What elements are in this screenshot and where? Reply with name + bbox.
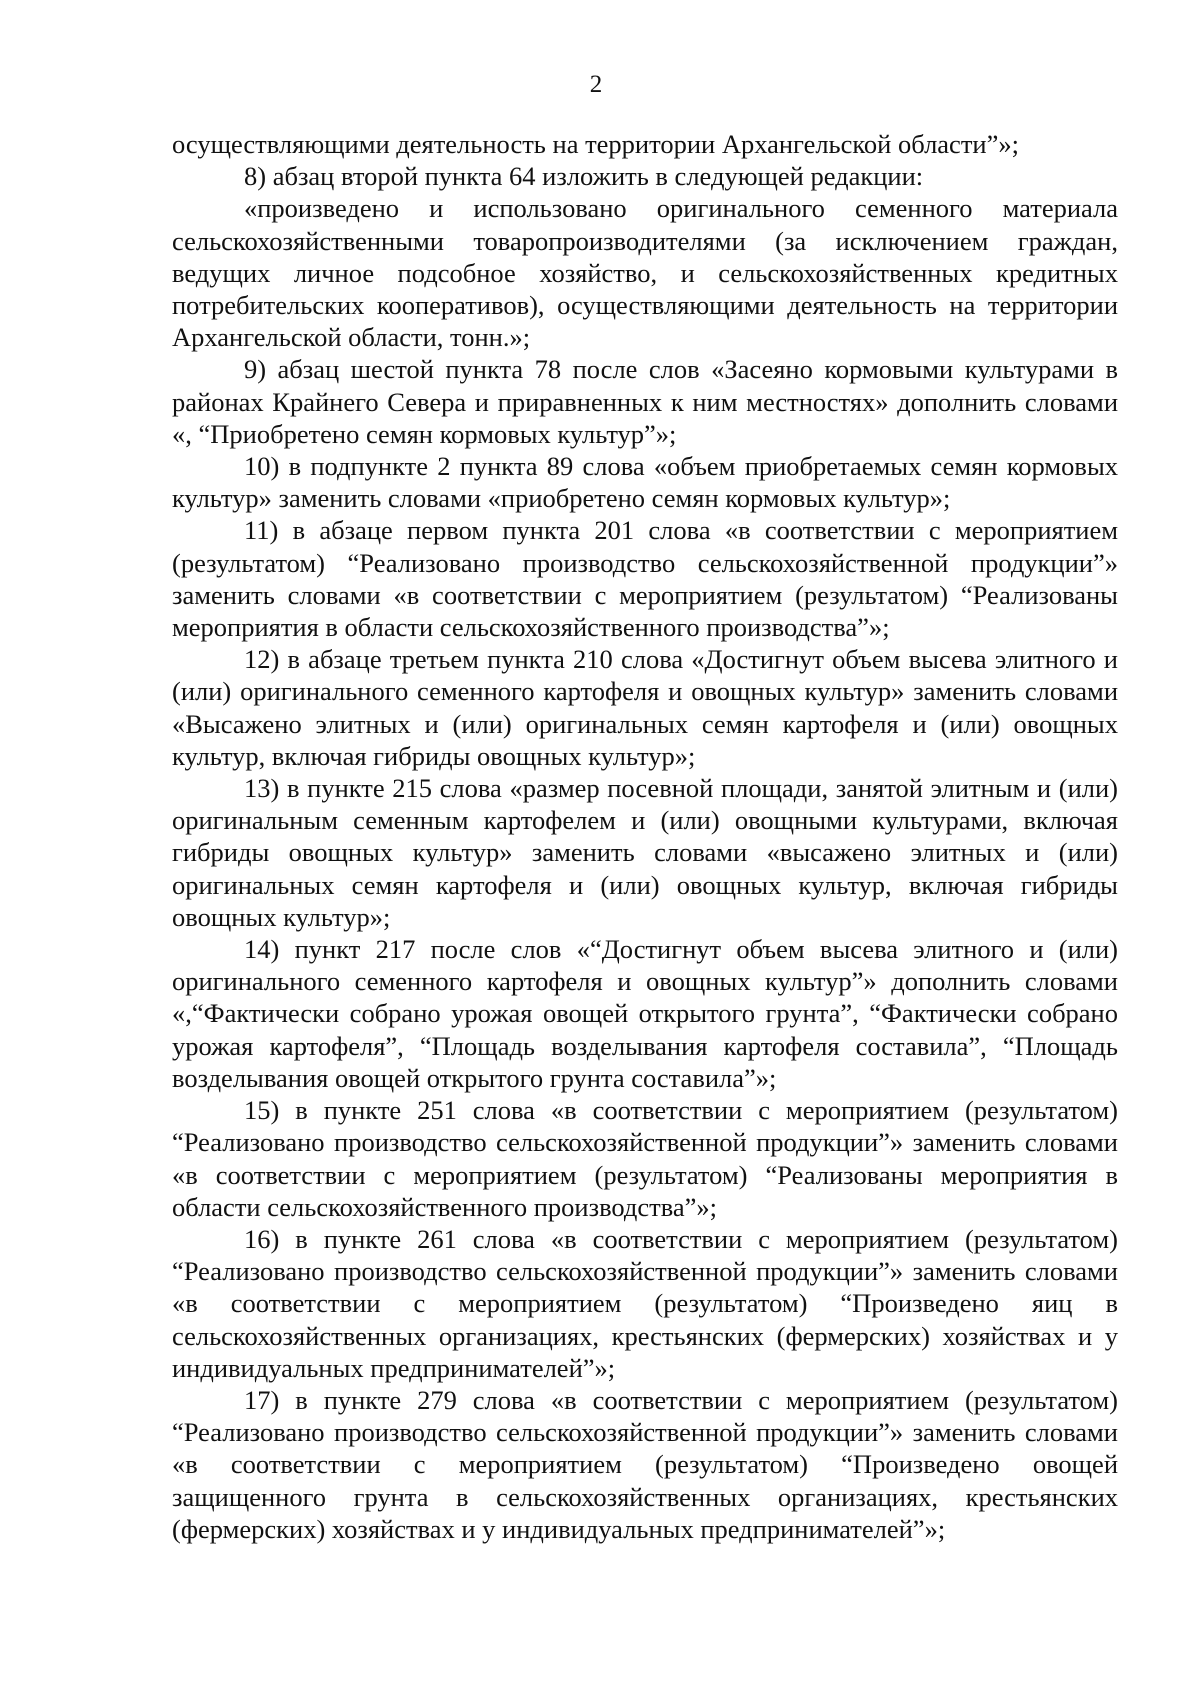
paragraph-quoted-text: «произведено и использовано оригинального семенного материала сельскохозяйственными товаропроизводителями (за исключением граждан, ведущих личное подсобное хозяйство, и сельскохозяйственных кредитных потребительских кооперативов), осуществляющими деятельность на территории Архангельской области, тонн.»; — [172, 193, 1118, 353]
paragraph-item-16: 16) в пункте 261 слова «в соответствии с мероприятием (результатом) “Реализовано производство сельскохозяйственной продукции”» заменить словами «в соответствии с мероприятием (результатом) “Произведено яиц в сельскохозяйственных организациях, крестьянских (фермерских) хозяйствах и у индивидуальных предпринимателей”»; — [172, 1223, 1118, 1383]
paragraph-continuation: осуществляющими деятельность на территории Архангельской области”»; — [172, 129, 1019, 159]
paragraph-item-9: 9) абзац шестой пункта 78 после слов «Засеяно кормовыми культурами в районах Крайнего Севера и приравненных к ним местностях» дополнить словами «, “Приобретено семян кормовых культур”»; — [172, 354, 1118, 449]
paragraph-item-14: 14) пункт 217 после слов «“Достигнут объем высева элитного и (или) оригинального семенного картофеля и овощных культур”» дополнить словами «,“Фактически собрано урожая овощей открытого грунта”, “Фактически собрано урожая картофеля”, “Площадь возделывания картофеля составила”, “Площадь возделывания овощей открытого грунта составила”»; — [172, 934, 1118, 1093]
paragraph-item-12: 12) в абзаце третьем пункта 210 слова «Достигнут объем высева элитного и (или) оригинального семенного картофеля и овощных культур» заменить словами «Высажено элитных и (или) оригинальных семян картофеля и (или) овощных культур, включая гибриды овощных культур»; — [172, 644, 1118, 771]
paragraph-item-15: 15) в пункте 251 слова «в соответствии с мероприятием (результатом) “Реализовано производство сельскохозяйственной продукции”» заменить словами «в соответствии с мероприятием (результатом) “Реализованы мероприятия в области сельскохозяйственного производства”»; — [172, 1095, 1118, 1222]
paragraph-item-8: 8) абзац второй пункта 64 изложить в следующей редакции: — [244, 161, 924, 192]
paragraph-item-17: 17) в пункте 279 слова «в соответствии с мероприятием (результатом) “Реализовано производство сельскохозяйственной продукции”» заменить словами «в соответствии с мероприятием (результатом) “Произведено овощей защищенного грунта в сельскохозяйственных организациях, крестьянских (фермерских) хозяйствах и у индивидуальных предпринимателей”»; — [172, 1384, 1118, 1544]
paragraph-item-10: 10) в подпункте 2 пункта 89 слова «объем приобретаемых семян кормовых культур» заменить словами «приобретено семян кормовых культур»; — [172, 451, 1118, 514]
paragraph-item-11: 11) в абзаце первом пункта 201 слова «в соответствии с мероприятием (результатом) “Реализовано производство сельскохозяйственной продукции”» заменить словами «в соответствии с мероприятием (результатом) “Реализованы мероприятия в области сельскохозяйственного производства”»; — [172, 515, 1118, 643]
page-number: 2 — [589, 71, 603, 98]
document-body — [172, 128, 1118, 1545]
paragraph-item-13: 13) в пункте 215 слова «размер посевной площади, занятой элитным и (или) оригинальным семенным картофелем и (или) овощными культурами, включая гибриды овощных культур» заменить словами «высажено элитных и (или) оригинальных семян картофеля и (или) овощных культур, включая гибриды овощных культур»; — [172, 773, 1118, 932]
